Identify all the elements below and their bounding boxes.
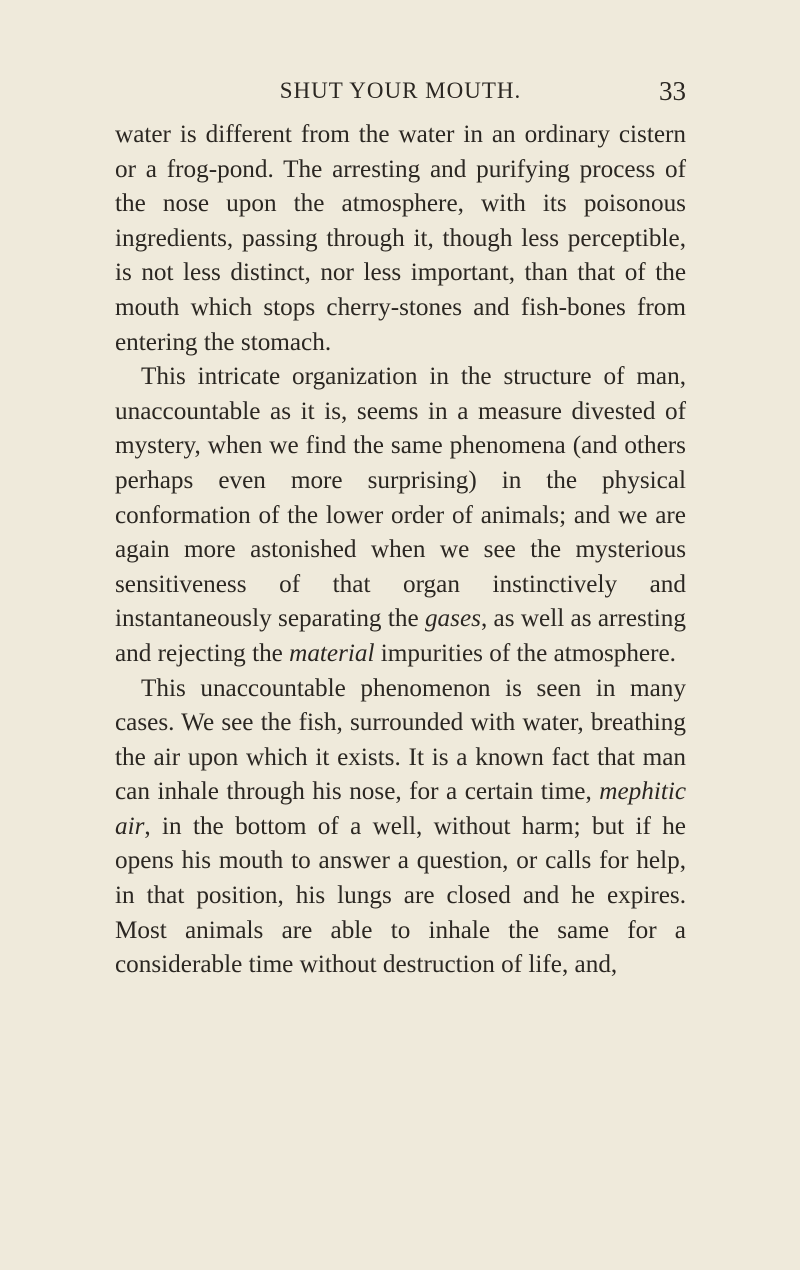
italic-term: material: [289, 639, 375, 667]
italic-term: gases: [424, 605, 481, 633]
paragraph-3: [115, 672, 686, 983]
body-text: [115, 118, 686, 983]
paragraph-text: , in the bottom of a well, without harm; but if he opens his mouth to answer a question, or calls for help, in that position, his lungs are closed and he expires. Most animals are able to inhale the same for a considerable time without destruction of life, and,: [115, 812, 686, 979]
running-head: [115, 78, 686, 108]
paragraph-1: [115, 118, 686, 360]
paragraph-text: water is different from the water in an ordinary cistern or a frog-pond. The arresting and purifying process of the nose upon the atmosphere, with its poisonous ingredients, passing through it, though less perceptible, is not less distinct, nor less important, than that of the mouth which stops cherry-stones and fish-bones from entering the stomach.: [115, 121, 686, 356]
paragraph-2: [115, 360, 686, 671]
running-title: SHUT YOUR MOUTH.: [279, 78, 522, 103]
paragraph-text: This intricate organization in the structure of man, unaccountable as it is, seems in a measure divested of mystery, when we find the same phenomena (and others perhaps even more surprising) in the physical conformation of the lower order of animals; and we are again more astonished when we see the mysterious sensitiveness of that organ instinctively and instantaneously separating the: [115, 363, 686, 633]
italic-term: mephitic air: [115, 778, 686, 840]
paragraph-text: This unaccountable phenomenon is seen in many cases. We see the fish, surrounded with water, breathing the air upon which it exists. It is a known fact that man can inhale through his nose, for a certain time,: [115, 674, 686, 806]
paragraph-text: , as well as arresting and rejecting the: [115, 605, 686, 667]
paragraph-text: impurities of the atmosphere.: [374, 639, 676, 667]
page-number: 33: [659, 76, 686, 106]
